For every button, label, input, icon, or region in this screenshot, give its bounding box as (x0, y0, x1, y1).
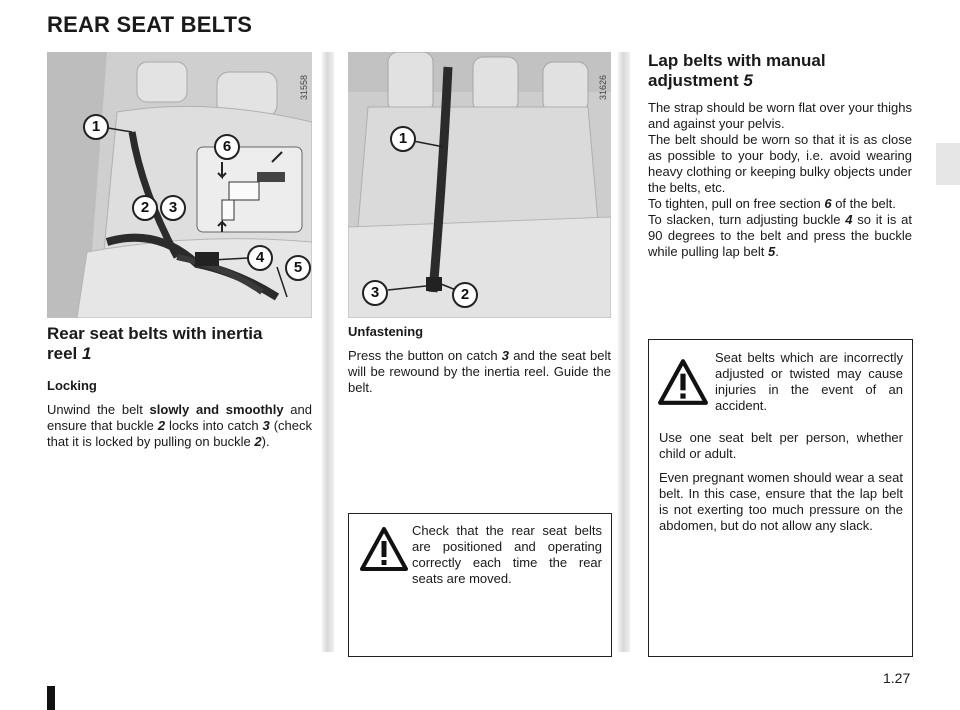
lap-belt-paragraph-4: To slacken, turn adjusting buckle 4 so it is at 90 degrees to the belt and press the buckle while pulling lap belt 5. (648, 212, 912, 259)
warning-box-seat-belts (648, 339, 913, 657)
section-lap-belts (648, 51, 912, 260)
figure-rear-seat-inertia-belt (47, 52, 312, 318)
callout-4: 4 (247, 245, 273, 271)
corner-mark (47, 686, 55, 710)
page-number: 1.27 (883, 670, 911, 686)
lap-belt-paragraph-3: To tighten, pull on free section 6 of the belt. (648, 196, 896, 211)
callout-2: 2 (132, 195, 158, 221)
subheading-unfastening: Unfastening (348, 324, 424, 339)
warning-triangle-icon (657, 358, 709, 406)
callout-6: 6 (214, 134, 240, 160)
figure-2-illustration (348, 52, 611, 318)
warning-triangle-icon (359, 526, 409, 572)
figure-rear-seat-unfastening (348, 52, 611, 318)
page-title: REAR SEAT BELTS (47, 12, 253, 37)
warning-text-one-per-person: Use one seat belt per person, whether child or adult. (659, 430, 903, 461)
lap-belt-paragraph-1: The strap should be worn flat over your thighs and against your pelvis. (648, 100, 912, 131)
callout-3: 3 (362, 280, 388, 306)
figure-1-illustration (47, 52, 312, 318)
unfastening-paragraph: Press the button on catch 3 and the seat belt will be rewound by the inertia reel. Guide the belt. (348, 348, 611, 395)
callout-1: 1 (390, 126, 416, 152)
section-heading: Rear seat belts with inertia reel 1 (47, 324, 263, 363)
callout-1: 1 (83, 114, 109, 140)
callout-3: 3 (160, 195, 186, 221)
locking-paragraph: Unwind the belt slowly and smoothly and ensure that buckle 2 locks into catch 3 (check that it is locked by pulling on buckle 2). (47, 402, 312, 449)
subheading-locking: Locking (47, 378, 97, 393)
callout-2: 2 (452, 282, 478, 308)
warning-text-pregnant-women: Even pregnant women should wear a seat belt. In this case, ensure that the lap belt is not exerting too much pressure on the abdomen, but do not allow any slack. (659, 470, 903, 533)
lap-belt-paragraph-2: The belt should be worn so that it is as close as possible to your body, i.e. avoid wearing heavy clothing or keeping bulky objects under the belts, etc. (648, 132, 912, 195)
callout-5: 5 (285, 255, 311, 281)
column-divider (322, 52, 334, 652)
section-heading: Lap belts with manual adjustment 5 (648, 51, 826, 90)
side-tab-marker (936, 143, 960, 185)
warning-text-incorrect-adjustment: Seat belts which are incorrectly adjusted or twisted may cause injuries in the event of an accident. (715, 350, 903, 413)
figure-code: 31558 (299, 74, 309, 100)
section-inertia-reel (47, 324, 312, 450)
warning-text: Check that the rear seat belts are positioned and operating correctly each time the rear seats are moved. (412, 523, 602, 586)
figure-code: 31626 (598, 74, 608, 100)
column-divider (618, 52, 630, 652)
section-unfastening (348, 324, 611, 396)
warning-box-rear-seats (348, 513, 612, 657)
